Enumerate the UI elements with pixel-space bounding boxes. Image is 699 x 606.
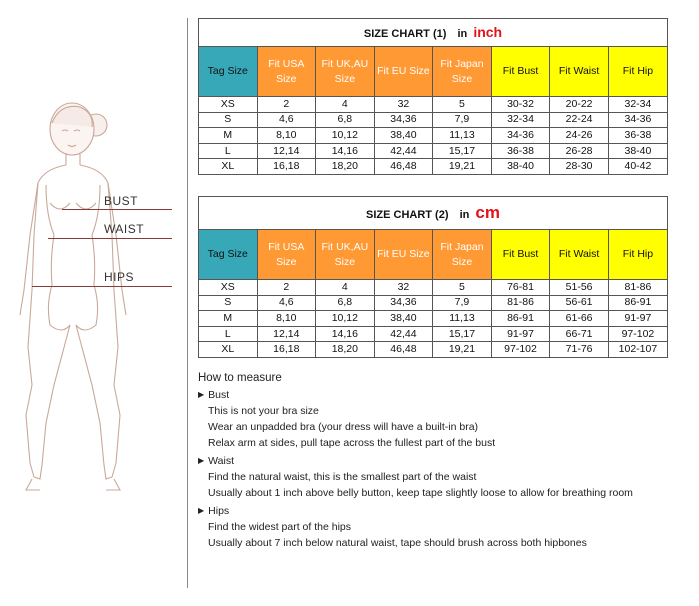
table-cell: 6,8	[316, 112, 375, 128]
table-cell: 14,16	[316, 143, 375, 159]
table-cell: 7,9	[433, 112, 492, 128]
header-cell: Tag Size	[199, 47, 257, 97]
table-header-row	[199, 230, 667, 280]
header-cell: Fit Japan Size	[433, 230, 492, 280]
chart-title	[199, 197, 667, 230]
chart-title-text: SIZE CHART (2)	[366, 209, 449, 221]
header-cell: Fit EU Size	[374, 47, 433, 97]
table-cell: 24-26	[550, 128, 609, 144]
table-cell: 7,9	[433, 295, 492, 311]
table-cell: 16,18	[257, 159, 316, 174]
header-cell: Fit Bust	[491, 47, 550, 97]
table-cell: 71-76	[550, 342, 609, 357]
chart-unit-prefix: in	[457, 28, 468, 40]
table-cell: 8,10	[257, 128, 316, 144]
table-cell: 5	[433, 97, 492, 113]
size-chart-inch	[198, 18, 668, 175]
table-cell: 10,12	[316, 311, 375, 327]
table-cell: 16,18	[257, 342, 316, 357]
table-cell: 38,40	[374, 128, 433, 144]
table-row	[199, 97, 667, 113]
header-cell: Fit UK,AU Size	[316, 230, 375, 280]
table-cell: 26-28	[550, 143, 609, 159]
how-to-measure	[198, 372, 688, 551]
instruction-line: Usually about 1 inch above belly button, keep tape slightly loose to allow for breathing room	[208, 487, 633, 499]
table-cell: 91-97	[491, 326, 550, 342]
section-heading-hips	[198, 505, 688, 517]
table-row	[199, 295, 667, 311]
waist-label: WAIST	[104, 222, 145, 236]
chart-unit-prefix: in	[459, 209, 470, 221]
size-chart-cm	[198, 196, 668, 358]
table-cell: 19,21	[433, 342, 492, 357]
woman-figure-icon	[10, 85, 180, 500]
header-cell: Tag Size	[199, 230, 257, 280]
triangle-right-icon: ▶	[198, 390, 205, 399]
table-cell: 32-34	[491, 112, 550, 128]
table-cell: 2	[257, 280, 316, 296]
instruction-line: Find the natural waist, this is the smallest part of the waist	[208, 471, 477, 483]
table-cell: 34-36	[608, 112, 667, 128]
table-cell: 86-91	[491, 311, 550, 327]
header-cell: Fit Hip	[608, 230, 667, 280]
table-cell: 34,36	[374, 112, 433, 128]
table-cell: 61-66	[550, 311, 609, 327]
table-cell: L	[199, 143, 257, 159]
chart-title-text: SIZE CHART (1)	[363, 28, 447, 40]
table-cell: 4,6	[257, 295, 316, 311]
table-cell: 42,44	[374, 326, 433, 342]
table-cell: 36-38	[491, 143, 550, 159]
table-cell: 34-36	[491, 128, 550, 144]
size-table-inch	[199, 47, 667, 174]
table-cell: 8,10	[257, 311, 316, 327]
table-cell: 30-32	[491, 97, 550, 113]
section-heading-bust	[198, 389, 688, 401]
table-cell: M	[199, 128, 257, 144]
header-cell: Fit Japan Size	[433, 47, 492, 97]
table-cell: 12,14	[257, 326, 316, 342]
divider-line	[187, 18, 188, 588]
table-cell: S	[199, 295, 257, 311]
instruction-line: Wear an unpadded bra (your dress will have a built-in bra)	[208, 421, 479, 433]
table-cell: 6,8	[316, 295, 375, 311]
table-cell: 51-56	[550, 280, 609, 296]
table-cell: 11,13	[433, 128, 492, 144]
header-cell: Fit Hip	[608, 47, 667, 97]
table-cell: 34,36	[374, 295, 433, 311]
table-cell: 56-61	[550, 295, 609, 311]
hips-label: HIPS	[104, 270, 135, 284]
table-cell: 81-86	[608, 280, 667, 296]
waist-guide-line	[48, 238, 172, 239]
table-cell: 32-34	[608, 97, 667, 113]
table-cell: 76-81	[491, 280, 550, 296]
table-row	[199, 280, 667, 296]
header-cell: Fit EU Size	[374, 230, 433, 280]
table-cell: 15,17	[433, 326, 492, 342]
instruction-line: This is not your bra size	[208, 405, 319, 417]
table-cell: 86-91	[608, 295, 667, 311]
table-row	[199, 143, 667, 159]
header-cell: Fit Waist	[550, 230, 609, 280]
table-cell: 66-71	[550, 326, 609, 342]
chart-unit: cm	[475, 203, 500, 222]
header-cell: Fit Waist	[550, 47, 609, 97]
table-cell: 20-22	[550, 97, 609, 113]
table-cell: 38-40	[491, 159, 550, 174]
table-cell: L	[199, 326, 257, 342]
table-cell: 4	[316, 97, 375, 113]
table-cell: 12,14	[257, 143, 316, 159]
body-figure-illustration	[10, 85, 180, 500]
table-cell: 38-40	[608, 143, 667, 159]
table-cell: 81-86	[491, 295, 550, 311]
table-cell: 18,20	[316, 159, 375, 174]
section-heading-text: Bust	[208, 389, 230, 401]
table-cell: 14,16	[316, 326, 375, 342]
table-row	[199, 112, 667, 128]
table-cell: 102-107	[608, 342, 667, 357]
section-heading-text: Waist	[208, 455, 235, 467]
table-cell: 19,21	[433, 159, 492, 174]
table-cell: 32	[374, 97, 433, 113]
table-cell: 46,48	[374, 342, 433, 357]
instruction-line: Find the widest part of the hips	[208, 521, 351, 533]
table-cell: 4	[316, 280, 375, 296]
table-cell: 15,17	[433, 143, 492, 159]
instruction-line: Relax arm at sides, pull tape across the fullest part of the bust	[208, 437, 496, 449]
table-cell: 2	[257, 97, 316, 113]
table-cell: 28-30	[550, 159, 609, 174]
chart-title	[199, 19, 667, 47]
table-row	[199, 311, 667, 327]
table-cell: 22-24	[550, 112, 609, 128]
table-cell: XL	[199, 342, 257, 357]
table-row	[199, 159, 667, 174]
header-cell: Fit Bust	[491, 230, 550, 280]
table-cell: 42,44	[374, 143, 433, 159]
triangle-right-icon: ▶	[198, 506, 205, 515]
table-cell: 4,6	[257, 112, 316, 128]
table-row	[199, 326, 667, 342]
table-row	[199, 342, 667, 357]
table-cell: XL	[199, 159, 257, 174]
table-cell: 36-38	[608, 128, 667, 144]
section-heading-waist	[198, 455, 688, 467]
header-cell: Fit UK,AU Size	[316, 47, 375, 97]
section-heading-text: Hips	[208, 505, 230, 517]
header-cell: Fit USA Size	[257, 230, 316, 280]
size-table-cm	[199, 230, 667, 357]
table-cell: 10,12	[316, 128, 375, 144]
table-cell: XS	[199, 280, 257, 296]
table-cell: M	[199, 311, 257, 327]
table-cell: 91-97	[608, 311, 667, 327]
table-row	[199, 128, 667, 144]
header-cell: Fit USA Size	[257, 47, 316, 97]
how-to-measure-title: How to measure	[198, 372, 282, 384]
bust-guide-line	[62, 209, 172, 210]
table-cell: 5	[433, 280, 492, 296]
table-cell: 97-102	[608, 326, 667, 342]
table-header-row	[199, 47, 667, 97]
table-cell: 46,48	[374, 159, 433, 174]
table-cell: 18,20	[316, 342, 375, 357]
instruction-line: Usually about 7 inch below natural waist, tape should brush across both hipbones	[208, 537, 587, 549]
table-cell: 40-42	[608, 159, 667, 174]
table-cell: XS	[199, 97, 257, 113]
hips-guide-line	[32, 286, 172, 287]
table-cell: 32	[374, 280, 433, 296]
table-cell: 11,13	[433, 311, 492, 327]
triangle-right-icon: ▶	[198, 456, 205, 465]
chart-unit: inch	[473, 24, 503, 40]
table-cell: 38,40	[374, 311, 433, 327]
table-cell: 97-102	[491, 342, 550, 357]
table-cell: S	[199, 112, 257, 128]
bust-label: BUST	[104, 194, 139, 208]
